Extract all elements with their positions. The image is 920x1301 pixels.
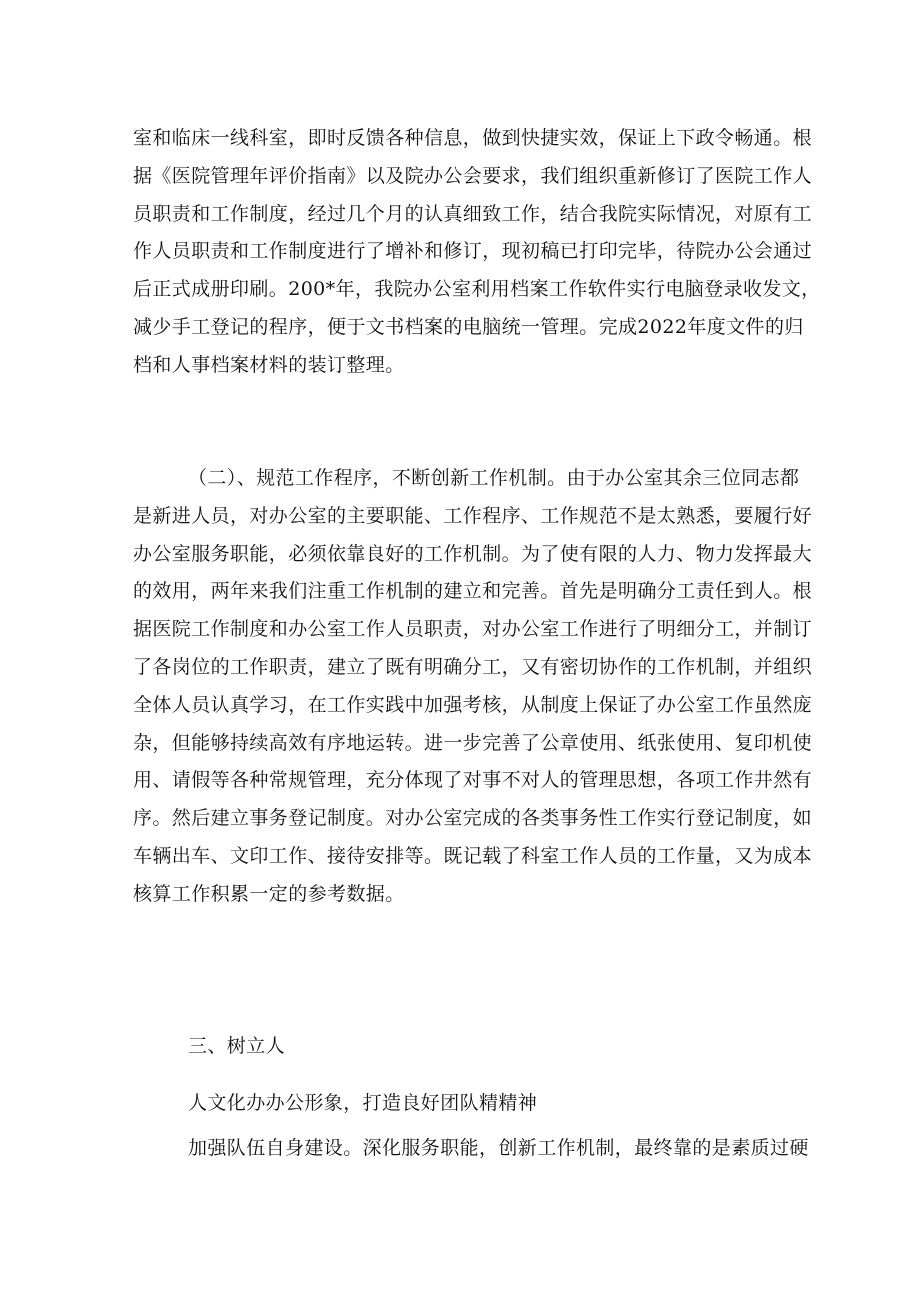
paragraph-1-line: 减少手工登记的程序，便于文书档案的电脑统一管理。完成2022年度文件的归 [133, 315, 804, 338]
paragraph-2-line: 办公室服务职能，必须依靠良好的工作机制。为了使有限的人力、物力发挥最大 [133, 542, 813, 565]
paragraph-2-line: 是新进人员，对办公室的主要职能、工作程序、工作规范不是太熟悉，要履行好 [133, 504, 813, 527]
paragraph-2-line: 车辆出车、文印工作、接待安排等。既记载了科室工作人员的工作量，又为成本 [133, 844, 813, 867]
section-heading-3 [133, 1028, 793, 1066]
paragraph-1-line: 后正式成册印刷。200*年，我院办公室利用档案工作软件实行电脑登录收发文， [133, 278, 821, 301]
paragraph-2-line: 的效用，两年来我们注重工作机制的建立和完善。首先是明确分工责任到人。根 [133, 580, 813, 603]
section-heading-text: 三、树立人 [188, 1035, 286, 1057]
paragraph-2-line: 全体人员认真学习，在工作实践中加强考核，从制度上保证了办公室工作虽然庞 [133, 693, 813, 716]
paragraph-1-line: 作人员职责和工作制度进行了增补和修订，现初稿已打印完毕，待院办公会通过 [133, 240, 813, 263]
paragraph-1 [133, 120, 821, 385]
paragraph-2-line: 核算工作积累一定的参考数据。 [133, 882, 405, 905]
paragraph-3 [133, 1130, 809, 1168]
paragraph-2-line: 据医院工作制度和办公室工作人员职责，对办公室工作进行了明细分工，并制订 [133, 618, 813, 641]
paragraph-1-line: 员职责和工作制度，经过几个月的认真细致工作，结合我院实际情况，对原有工 [133, 202, 813, 225]
paragraph-2-line: （二）、规范工作程序，不断创新工作机制。由于办公室其余三位同志都 [188, 467, 800, 489]
paragraph-2 [133, 460, 813, 914]
paragraph-2-line: 杂，但能够持续高效有序地运转。进一步完善了公章使用、纸张使用、复印机使 [133, 731, 813, 754]
paragraph-2-line: 用、请假等各种常规管理，充分体现了对事不对人的管理思想，各项工作井然有 [133, 769, 813, 792]
paragraph-1-line: 据《医院管理年评价指南》以及院办公会要求，我们组织重新修订了医院工作人 [133, 164, 813, 187]
paragraph-1-line: 室和临床一线科室，即时反馈各种信息，做到快捷实效，保证上下政令畅通。根 [133, 127, 813, 149]
paragraph-2-line: 了各岗位的工作职责，建立了既有明确分工，又有密切协作的工作机制，并组织 [133, 655, 813, 678]
section-heading-3-continued [133, 1085, 793, 1123]
section-heading-continued-text: 人文化办办公形象，打造良好团队精精神 [188, 1092, 538, 1114]
paragraph-1-line: 档和人事档案材料的装订整理。 [133, 353, 405, 376]
paragraph-3-line: 加强队伍自身建设。深化服务职能，创新工作机制，最终靠的是素质过硬 [188, 1137, 809, 1159]
paragraph-2-line: 序。然后建立事务登记制度。对办公室完成的各类事务性工作实行登记制度，如 [133, 807, 813, 830]
